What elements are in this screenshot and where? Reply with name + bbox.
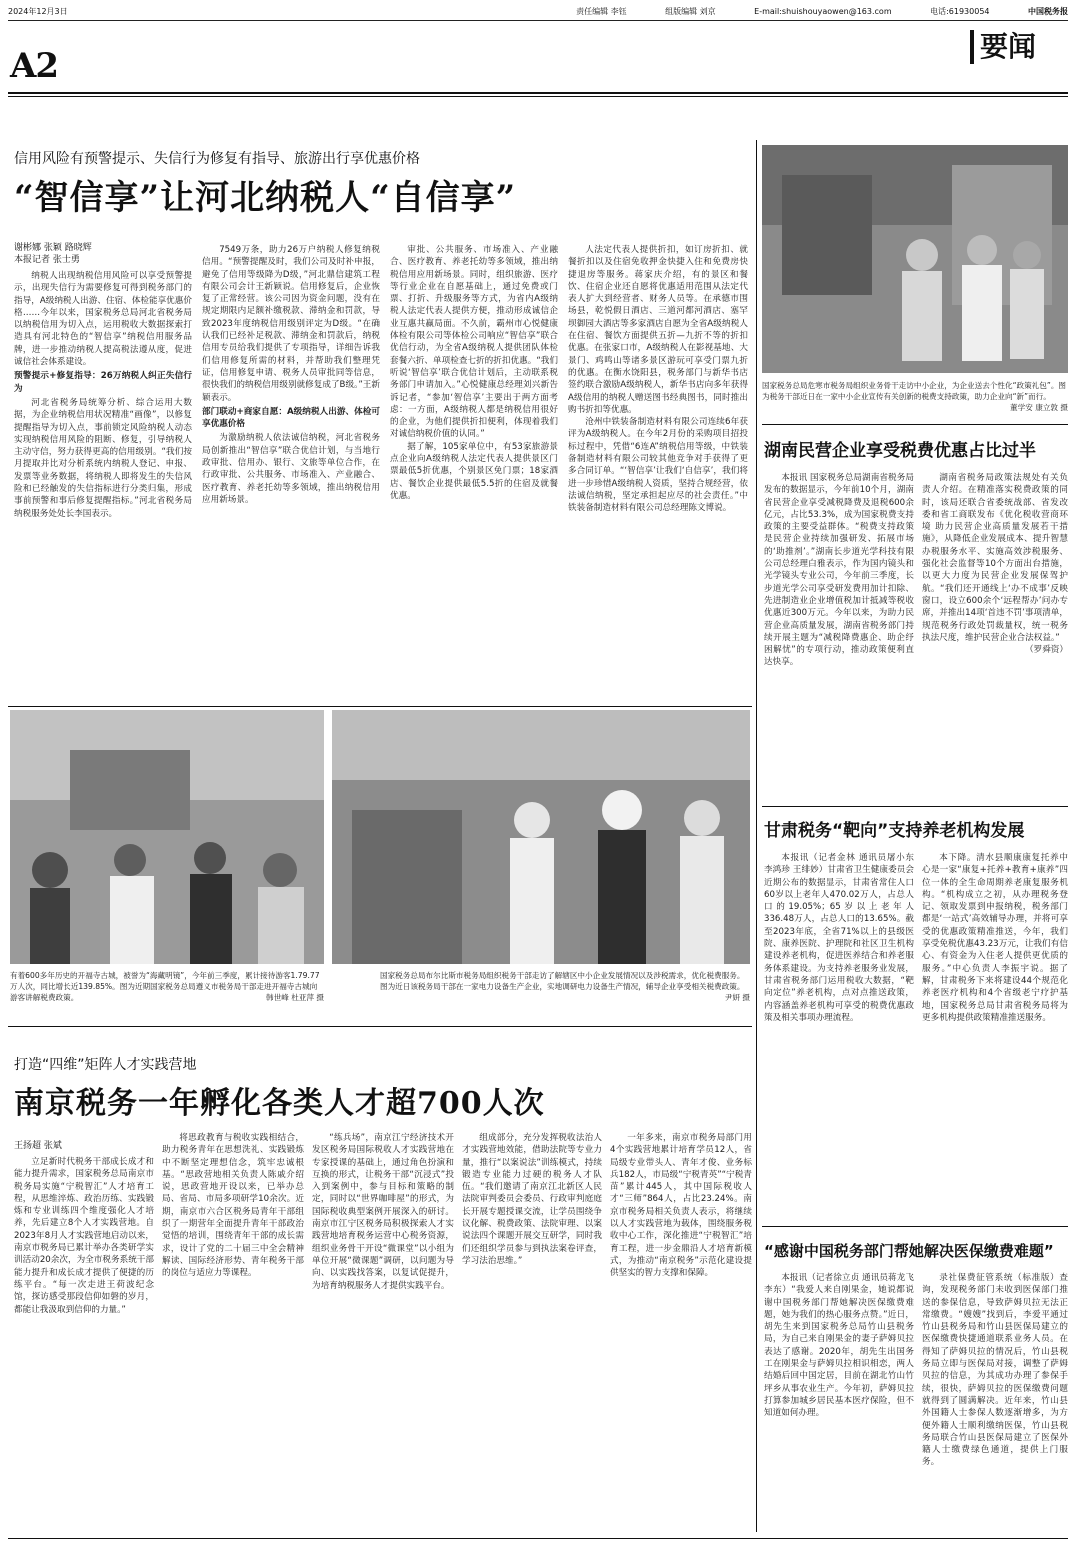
photo-mid-caption-1 [10,970,324,1003]
issue-date: 2024年12月3日 [8,6,68,16]
layout-editor: 组版编辑 刘京 [665,6,716,16]
hunan-paragraph: 湖南省税务局政策法规处有关负责人介绍。在精准落实税费政策的同时，该局还联合省委统战部、省发改委和省工商联发布《优化税收营商环境 助力民营企业高质量发展若干措施》，从降低企业发展成本、提升智慧办税服务水平、实施高效涉税服务、强化社会监督等10个方面出台措施，以更大力度为民营企业发展保驾护航。“我们还开通线上‘办不成事’反映窗口，设立600余个‘远程帮办’问办专席，并推出14项‘首违不罚’事项清单，规范税务行政处罚裁量权，统一税务执法尺度，维护民营企业合法权益。” [922,473,1068,643]
editor: 责任编辑 李钰 [576,6,627,16]
photo-credit: 董学安 康立敦 摄 [1010,403,1068,412]
nanjing-column-3 [312,1132,454,1532]
caption-text: 国家税务总局布尔比斯市税务局组织税务干部走访了解辖区中小企业发展情况以及涉税需求，优化税费服务。图为近日该税务局干部在一家电力设备生产企业，实地调研电力设备生产情况，辅导企业享受相关税费政策。 [380,971,745,991]
paper-name: 中国税务报 [1027,6,1068,16]
column-divider [756,140,757,1532]
lead-byline [14,242,92,266]
divider [8,706,752,707]
lead-paragraph: 沧州中铁装备制造材料有限公司连续6年获评为A级纳税人。在今年2月份的采购项目招投标过程中，凭借“6连A”纳税信用等级，中铁装备制造材料有限公司较其他竞争对手获得了更多合同订单。“‘智信享’让我们‘自信享’，我们将进一步珍惜A级纳税人资质，坚持合规经营，依法诚信纳税，坚定承担起应尽的社会责任。”中铁装备制造材料有限公司总经理陈文博说。 [568,417,748,514]
hunan-column-2 [922,472,1068,762]
hunan-title: 湖南民营企业享受税费优惠占比过半 [764,441,1036,461]
lead-paragraph: 据了解，105家单位中，有53家旅游景点企业向A级纳税人法定代表人提供景区门票最低5折优惠，个别景区免门票；18家酒店、餐饮企业提供最低5.5折的住宿及就餐优惠。 [390,441,558,501]
nanjing-column-2 [162,1132,304,1532]
nanjing-byline: 王扬超 张斌 [14,1141,62,1151]
divider [762,1226,1068,1227]
photo-factory-visit [332,710,750,964]
yibao-paragraph: 录社保费征管系统（标准版）查询，发现税务部门未收到医保部门推送的参保信息，导致萨姆贝拉无法正常缴费。“嫂嫂”找到后，李爱平通过竹山县税务局和竹山县医保局建立的医保缴费快捷通道联系业务人员。在得知了萨姆贝拉的情况后，竹山县税务局立即与医保局对接，调整了萨姆贝拉的信息，为其成功办理了参保手续，很快，萨姆贝拉的医保缴费问题就得到了圆满解决。近年来，竹山县外国籍人士参保人数逐渐增多，为方便外籍人士顺利缴纳医保，竹山县税务局联合竹山县医保局建立了医保外籍人士缴费绿色通道，提供上门服务。 [922,1273,1068,1468]
yibao-paragraph: 本报讯（记者徐立贞 通讯员蒋龙飞 李东）“我爱人来自刚果金，她说都说谢中国税务部门帮她解决医保缴费难题，她为我们的热心服务点赞。”近日，胡先生来到国家税务总局竹山县税务局，为自己来自刚果金的妻子萨姆贝拉表达了感谢。2020年，胡先生出国务工在刚果金与萨姆贝拉相识相恋，两人结婚后回中国定居，目前在湖北竹山竹坪乡从事农业生产。今年初，萨姆贝拉打算参加城乡居民基本医疗保险，但不知道如何办理。 [764,1273,914,1419]
photo-top-caption [762,380,1068,413]
photo-mid-caption-2 [380,970,750,1003]
photo-illustration [10,710,324,964]
lead-paragraph: 审批、公共服务、市场准入、产业融合、医疗教育、养老托幼等多领域，推出纳税信用应用新场景。同时，组织旅游、医疗等行业企业在自愿基础上，通过免费或门票、打折、升级服务等方式，为省内A级纳税人法定代表人提供方便，推动形成诚信企业互惠共赢局面。不久前，霸州市心悦健康体检有限公司等体检公司响应“智信享”联合优信行动，为全省A级纳税人提供团队体检套餐六折、单项检查七折的折扣优惠。“我们听说‘智信享’联合优信计划后，主动联系税务部门申请加入。”心悦健康总经理刘兴新告诉记者，“参加‘智信享’主要出于两方面考虑：一方面，A级纳税人都是纳税信用很好的企业，为他们提供折扣便利，体现着我们对诚信纳税价值的认同。” [390,245,558,440]
lead-column-1 [14,270,192,702]
nanjing-column-5 [610,1132,752,1532]
caption-text: 有着600多年历史的开福寺古城，被誉为“海藏明镜”，今年前三季度，累计接待游客1.79.77万人次，同比增长近139.85%。图为近期国家税务总局遵义市税务局干部走进开福寺古城向游客讲解税费政策。 [10,971,320,1002]
hunan-column-1 [764,472,914,762]
photo-ancient-city [10,710,324,964]
page-number: A2 [10,46,59,86]
hunan-paragraph: 本报讯 国家税务总局湖南省税务局发布的数据显示，今年前10个月，湖南省民营企业享受减税降费及退税600余亿元，占比53.3%，成为国家税费支持政策的主要受益群体。“税费支持政策是民营企业持续加强研发、拓展市场的‘助推剂’。”湖南长步道光学科技有限公司总经理白雅表示，作为国内镜头和光学镜头专业公司，今年前三季度，长步道光学公司享受研发费用加计扣除、先进制造业企业增值税加计抵减等税收优惠近300万元。今年以来，为助力民营企业高质量发展，湖南省税务部门持续开展主题为“减税降费惠企、助企纾困解忧”的专项行动，推动政策便利直达快享。 [764,473,914,668]
header-rule-thin [8,96,1068,97]
photo-credit: 韩世峰 杜亚萍 摄 [266,993,324,1002]
lead-reporter: 本报记者 张士勇 [14,255,80,265]
nanjing-paragraph: 一年多来，南京市税务局部门用4个实践营地累计培育学员12人，省局级专业带头人、青年才俊、业务标兵182人，市局级“宁税青英”“宁税青苗”累计445人，其中国际税收人才“三师”864人，占比23.24%。南京市税务局相关负责人表示，将继续以人才实践营地为载体，围绕服务税收中心工作，深化推进“宁税智汇”培育工程，进一步金鼎沿人才培育新模式，为推动“南京税务”示范化建设提供坚实的智力支撑和保障。 [610,1133,752,1279]
lead-column-4 [568,244,748,702]
hunan-author: （罗舜资） [1025,645,1068,656]
nanjing-paragraph: 将思政教育与税收实践相结合，助力税务青年在思想洗礼、实践锻炼中不断坚定理想信念，筑牢忠诚根基。“思政营地相关负责人陈戚介绍说，思政营地开设以来，已举办总局、省局、市局多项研学10余次。近期，南京市六合区税务局青年干部组织了一期营年全面提升青年干部政治觉悟的培训，围绕青年干部的成长需求，设计了党的二十届三中全会精神解读、国际经济形势、青年税务干部的岗位与适应力等课程。 [162,1133,304,1279]
lead-paragraph: 7549万条，助力26万户纳税人修复纳税信用。“预警提醒及时，我们公司及时补申报，避免了信用等级降为D级，”河北鼎信建筑工程有限公司会计王新颖说。信用修复后，企业恢复了正常经营。该公司因为资金问题，没有在规定期限内足额补缴税款、滞纳金和罚款，导致2023年度纳税信用级别评定为D级。“在确认我们已经补足税款、滞纳金和罚款后，纳税信用专员给我们提供了专项指导，详细告诉我们信用修复所需的材料，并帮助我们整理凭证，信用修复申请、税务人员审批同等信息，很快我们的纳税信用级别就修复成了B级。”王新颖表示。 [202,245,380,403]
lead-kicker: 信用风险有预警提示、失信行为修复有指导、旅游出行享优惠价格 [14,151,420,167]
gansu-column-1 [764,852,914,1214]
divider [762,424,1068,425]
nanjing-paragraph: “练兵场”，南京江宁经济技术开发区税务局国际税收人才实践营地在专家授课的基础上，通过角色扮演和互换的形式，让税务干部“沉浸式”投入到案例中，参与目标和策略的制定，同时以“世界咖啡屋”的形式，为国际税收典型案例开展深入的研讨。南京市江宁区税务局积极探索人才实践营地培育税务运营中心税务资源，组织业务骨干开设“微课堂”以小组为单位开展“微课题”调研，以问题为导向、以实践找答案，以复试促提升，为培育纳税服务人才提供实践平台。 [312,1133,454,1291]
lead-column-2 [202,244,380,702]
email: E-mail:shuishouyaowen@163.com [754,6,892,16]
gansu-title: 甘肃税务“靶向”支持养老机构发展 [764,821,1025,841]
lead-column-3 [390,244,558,702]
footer-rule [8,1538,1068,1539]
masthead-bar [8,4,1068,18]
lead-subheading-1: 预警提示+修复指导：26万纳税人纠正失信行为 [14,371,192,394]
caption-text: 国家税务总局危寒市税务局组织业务骨干走访中小企业，为企业送去个性化“政策礼包”。图为税务干部近日在一家中小企业宣传有关创新的税费支持政策，助力企业向“新”而行。 [762,381,1067,401]
lead-title: “智信享”让河北纳税人“自信享” [14,178,517,218]
nanjing-kicker: 打造“四维”矩阵人才实践营地 [14,1057,197,1073]
photo-credit: 尹妍 摄 [724,993,750,1002]
nanjing-column-4 [462,1132,602,1532]
section-name: 要闻 [970,30,1036,64]
nanjing-title: 南京税务一年孵化各类人才超700人次 [14,1086,545,1121]
nanjing-column-1 [14,1156,154,1532]
divider [8,1026,752,1027]
photo-illustration [762,145,1068,373]
divider [762,806,1068,807]
lead-paragraph: 河北省税务局统筹分析、综合运用大数据，为企业纳税信用状况精准“画像”，以修复提醒指导为切入点，事前锁定风险纳税人动态实现纳税信用风险的阻断、修复，引导纳税人主动守信，努力获得更高的信用级别。“我们按月提取并比对分析系统内纳税人登记、申报、发票等业务数据，将纳税人即将发生的失信风险和已经触发的失信指标进行分类归集，形成事前预警和事后修复提醒指标。”河北省税务局纳税服务处处长李国表示。 [14,397,192,519]
yibao-column-2 [922,1272,1068,1532]
nanjing-paragraph: 立足新时代税务干部成长成才和能力提升需求，国家税务总局南京市税务局实施“宁税智汇”人才培育工程，从思维淬炼、政治历练、实践锻炼和专业训练四个维度强化人才培养，先后建立8个人才实践营地。自2023年8月人才实践营地启动以来，南京市税务局已累计举办各类研学实训活动20余次，为全市税务系统干部能力提升和成长成才提供了便捷的历练平台。“每一次走进王荷波纪念馆，探访感受那段信仰如磐的岁月，都能让我汲取到信仰的力量。” [14,1157,154,1315]
lead-subheading-2: 部门联动+商家自愿：A级纳税人出游、体检可享优惠价格 [202,406,380,430]
photo-illustration [332,710,750,964]
lead-paragraph: 纳税人出现纳税信用风险可以享受预警提示，出现失信行为需要修复可得到税务部门的指导，A级纳税人出游、住宿、体检能享优惠价格……今年以来，国家税务总局河北省税务局以纳税信用为切入点，运用税收大数据探索打造具有河北特色的“智信享”纳税信用服务品牌，进一步推动纳税人提高税法遵从度，促进诚信社会体系建设。 [14,271,192,368]
gansu-paragraph: 本下降。清水县顺康康复托养中心是一家“康复+托养+教育+康养”四位一体的全生命周期养老康复服务机构。“机构成立之初，从办理税务登记、领取发票到申报纳税，税务部门都是‘一站式’高效辅导办理，并将可享受的优惠政策精准推送，今年，我们享受免税优惠43.23万元，让我们有信心、有资金为入住老人提供更优质的服务。”中心负责人李振宇说。据了解，甘肃税务下来将建设44个规范化养老医疗机构和4个省级老宁疗护基地，国家税务总局甘肃省税务局将为更多机构提供政策精准推送服务。 [922,853,1068,1023]
lead-paragraph: 人法定代表人提供折扣，如订房折扣、就餐折扣以及住宿免收押金快捷入住和免费房快捷退房等服务。蒋家庆介绍，有的景区和餐饮、住宿企业还自愿将优惠适用范围从法定代表人扩大到经营者、财务人员等。在承德市围场县，乾悦假日酒店、三道河都河酒店、塞罕坝御园大酒店等多家酒店自愿为全省A级纳税人在住宿、餐饮方面提供五折—九折不等的折扣优惠。在张家口市，A级纳税人在影视基地、大景门、鸡鸣山等诸多景区游玩可享受门票九折的优惠。在衡水饶阳县，税务部门与新华书店签约联合激励A级纳税人，新华书店向多年获得A级信用的纳税人赠送图书经典图书，同时推出购书折扣等优惠。 [568,245,748,415]
nanjing-paragraph: 组成部分，充分发挥税收法治人才实践营地效能，借助法院等专业力量，推行“以案说法”训练模式，持续锻造专业能力过硬的税务人才队伍。“我们邀请了南京江北新区人民法院审判委员会委员、行政审判庭庭长开展专题授课交流，让学员围绕争议化解、税费政策、法院审理、以案说法四个课题开展交互研学，同时我们还组织学员参与到执法案卷评查，学习法治思维。” [462,1133,602,1266]
yibao-column-1 [764,1272,914,1532]
gansu-column-2 [922,852,1068,1214]
photo-tax-visit [762,145,1068,373]
phone: 电话:61930054 [930,6,990,16]
lead-authors: 谢彬娜 张颖 路晓辉 [14,243,92,253]
header-rule [8,92,1068,94]
gansu-paragraph: 本报讯（记者金林 通讯员屠小东 李鸿珍 王绯妙）甘肃省卫生健康委员会近期公布的数据显示，甘肃省常住人口60岁以上老年人470.02万人，占总人口的19.05%；65岁以上老年人336.48万人，占总人口的13.65%。截至2023年底，全省71%以上的县级医院、康养医院、护理院和社区卫生机构建设养老机构，促进医养结合和养老服务体系建设。为支持养老服务业发展，甘肃省税务部门运用税收大数据，“靶向定位”养老机构，点对点推送政策，内容涵盖养老机构可享受的税费优惠政策及相关事项办理流程。 [764,853,914,1023]
lead-paragraph: 为激励纳税人依法诚信纳税，河北省税务局创新推出“智信享”联合优信计划，与当地行政审批、信用办、银行、文旅等单位合作，在行政审批、公共服务、市场准入、产业融合、医疗教育、养老托幼等多领域，推出纳税信用应用新场景。 [202,433,380,505]
yibao-title: “感谢中国税务部门帮她解决医保缴费难题” [764,1242,1054,1260]
